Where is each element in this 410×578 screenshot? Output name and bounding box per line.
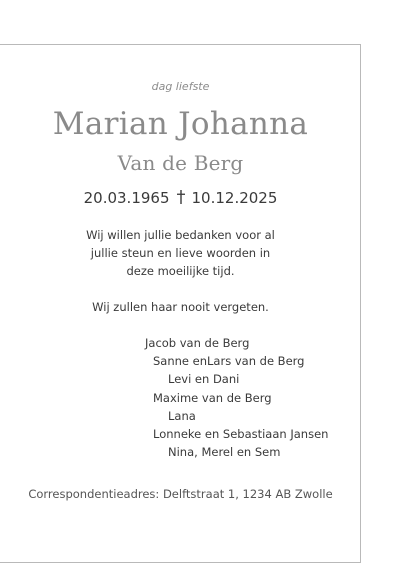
family-line: Lana	[168, 409, 196, 423]
thanks-line: jullie steun en lieve woorden in	[90, 246, 271, 260]
deceased-first-names: Marian Johanna	[52, 106, 309, 142]
family-line: Lonneke en Sebastiaan Jansen	[153, 427, 329, 441]
cross-icon	[176, 189, 186, 207]
greeting: dag liefste	[151, 80, 210, 93]
birth-date: 20.03.1965	[83, 189, 170, 207]
thanks-line: deze moeilijke tijd.	[126, 264, 235, 278]
correspondence-address: Correspondentieadres: Delftstraat 1, 1234 AB Zwolle	[28, 487, 333, 501]
death-date: 10.12.2025	[191, 189, 278, 207]
thanks-line: Wij willen jullie bedanken voor al	[86, 228, 275, 242]
never-forget-message: Wij zullen haar nooit vergeten.	[92, 300, 269, 314]
family-line: Nina, Merel en Sem	[168, 445, 281, 459]
family-line: Sanne enLars van de Berg	[153, 354, 305, 368]
life-dates	[0, 189, 361, 207]
family-line: Jacob van de Berg	[145, 336, 250, 350]
deceased-last-name: Van de Berg	[117, 151, 244, 175]
family-line: Levi en Dani	[168, 372, 240, 386]
family-line: Maxime van de Berg	[153, 391, 272, 405]
thanks-message	[0, 226, 361, 280]
